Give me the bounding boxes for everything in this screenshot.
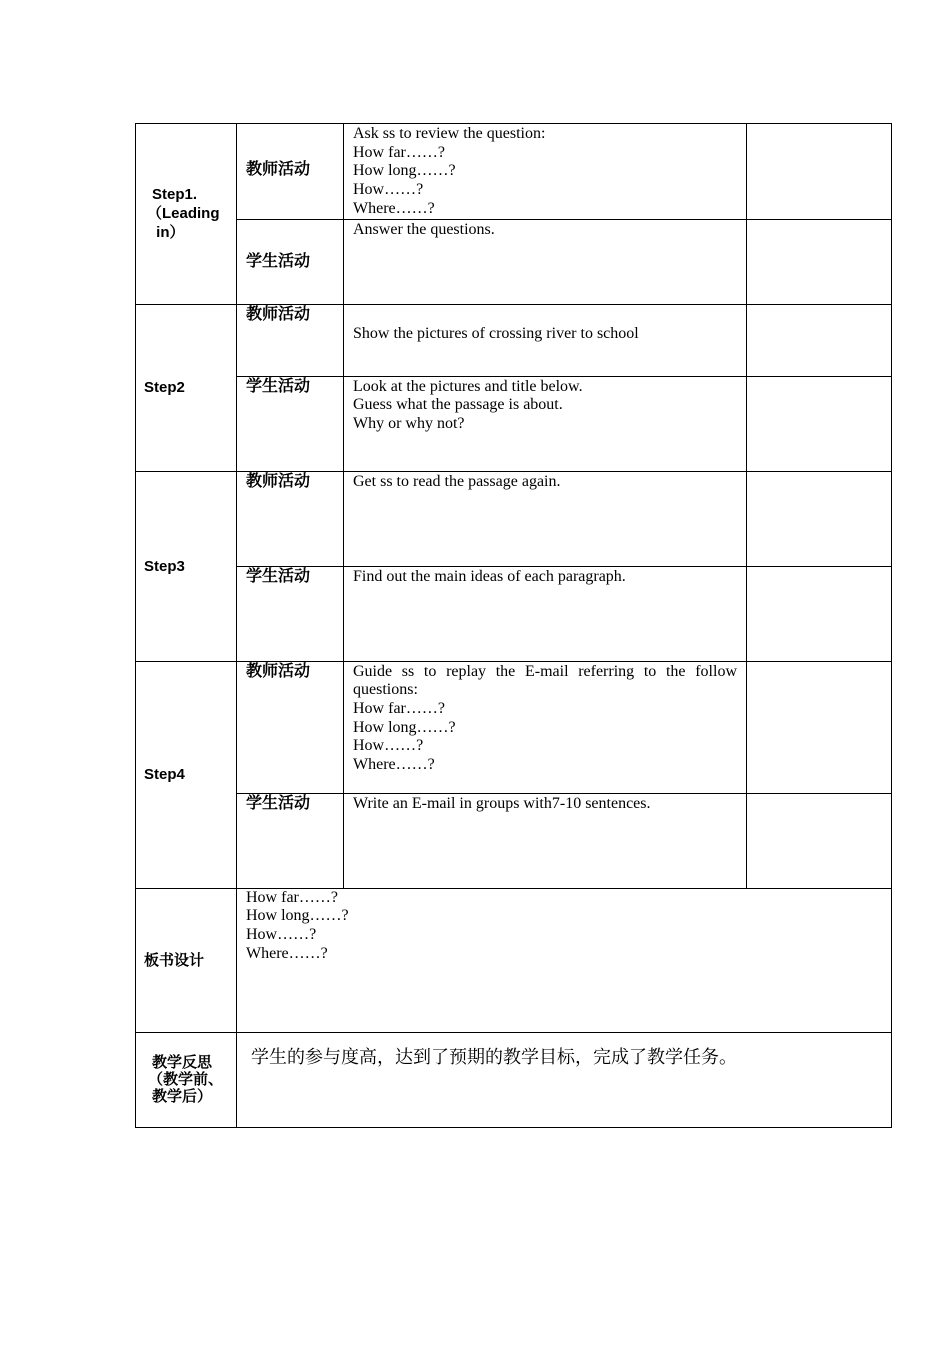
student-activity-label: 学生活动 xyxy=(237,376,344,471)
step2-label: Step2 xyxy=(136,304,237,471)
step3-label: Step3 xyxy=(136,471,237,661)
reflection-row xyxy=(136,1032,892,1127)
step4-student-row xyxy=(136,793,892,888)
step1-student-row xyxy=(136,219,892,304)
step4-student-content: Write an E-mail in groups with7-10 sentences. xyxy=(344,793,747,888)
reflection-content: 学生的参与度高，达到了预期的教学目标，完成了教学任务。 xyxy=(237,1032,892,1127)
step2-teacher-content: Show the pictures of crossing river to school xyxy=(344,304,747,376)
step1-label: Step1. （Leading in） xyxy=(136,124,237,305)
step1-teacher-row xyxy=(136,124,892,220)
step2-teacher-row xyxy=(136,304,892,376)
step3-student-content: Find out the main ideas of each paragraph. xyxy=(344,566,747,661)
teacher-activity-label: 教师活动 xyxy=(237,471,344,566)
reflection-label: 教学反思 （教学前、 教学后） xyxy=(136,1032,237,1127)
step1-student-notes xyxy=(747,219,892,304)
step4-label: Step4 xyxy=(136,661,237,888)
step1-student-content: Answer the questions. xyxy=(344,219,747,304)
lesson-plan-table xyxy=(135,123,892,1128)
teacher-activity-label: 教师活动 xyxy=(237,661,344,793)
board-design-label: 板书设计 xyxy=(136,888,237,1032)
student-activity-label: 学生活动 xyxy=(237,566,344,661)
board-design-content: How far……? How long……? How……? Where……? xyxy=(237,888,892,1032)
step2-student-content: Look at the pictures and title below. Guess what the passage is about. Why or why not? xyxy=(344,376,747,471)
step1-teacher-content: Ask ss to review the question: How far……? How long……? How……? Where……? xyxy=(344,124,747,220)
teacher-activity-label: 教师活动 xyxy=(237,304,344,376)
teacher-activity-label: 教师活动 xyxy=(237,124,344,220)
step3-teacher-row xyxy=(136,471,892,566)
student-activity-label: 学生活动 xyxy=(237,793,344,888)
step4-teacher-notes xyxy=(747,661,892,793)
step3-student-notes xyxy=(747,566,892,661)
step4-teacher-content: Guide ss to replay the E-mail referring to the follow questions: How far……? How long……? How……? Where……? xyxy=(344,661,747,793)
step3-student-row xyxy=(136,566,892,661)
student-activity-label: 学生活动 xyxy=(237,219,344,304)
board-design-row xyxy=(136,888,892,1032)
step2-teacher-notes xyxy=(747,304,892,376)
step3-teacher-notes xyxy=(747,471,892,566)
step2-student-notes xyxy=(747,376,892,471)
step3-teacher-content: Get ss to read the passage again. xyxy=(344,471,747,566)
step4-teacher-row xyxy=(136,661,892,793)
step2-student-row xyxy=(136,376,892,471)
step1-teacher-notes xyxy=(747,124,892,220)
step4-student-notes xyxy=(747,793,892,888)
